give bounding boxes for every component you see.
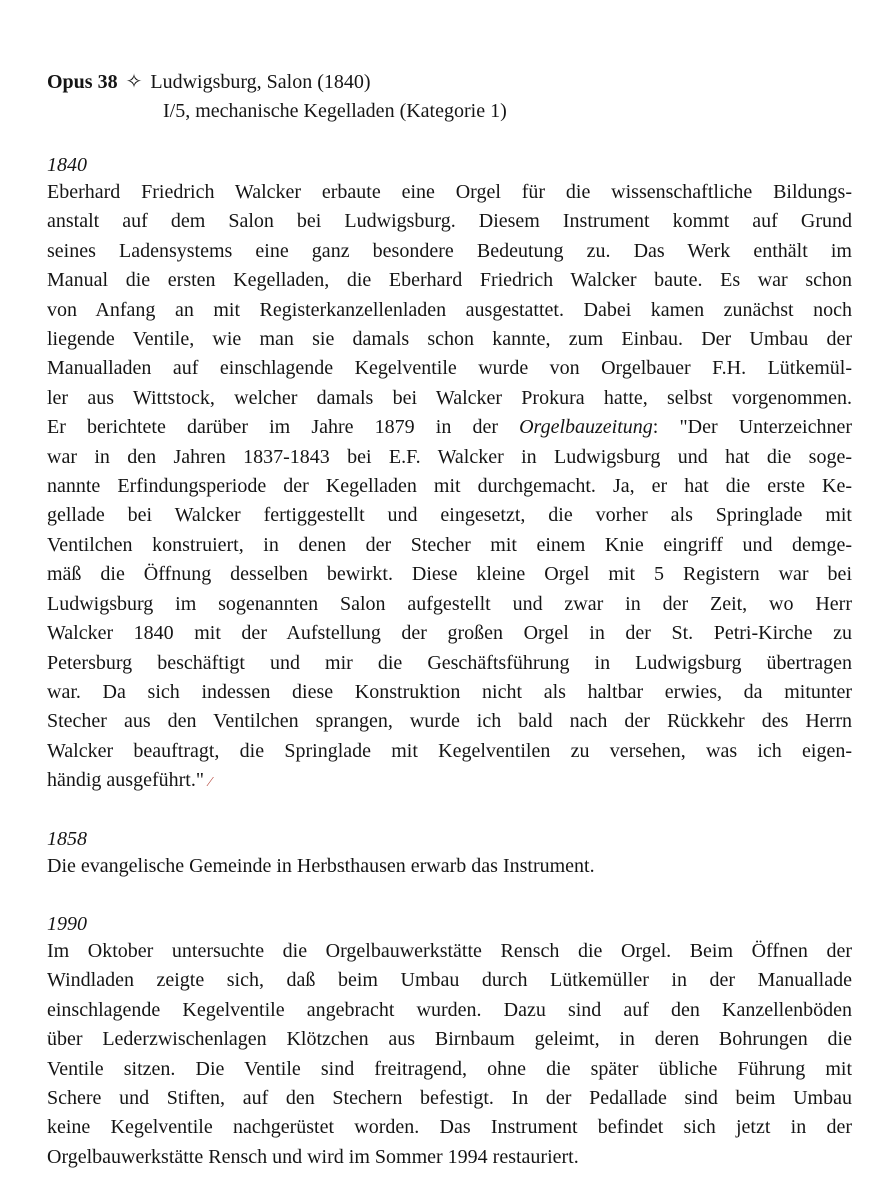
text-line: Walcker 1840 mit der Aufstellung der großen Orgel in der St. Petri-Kirche zu (47, 622, 852, 645)
line-prefix: Er berichtete darüber im Jahre 1879 in der (47, 416, 520, 439)
text-line: Ludwigsburg im sogenannten Salon aufgestellt und zwar in der Zeit, wo Herr (47, 592, 852, 615)
text-line: Walcker beauftragt, die Springlade mit Kegelventilen zu versehen, was ich eigen- (47, 739, 852, 762)
section-1858 (47, 826, 852, 881)
text-line: Die evangelische Gemeinde in Herbsthausen erwarb das Instrument. (47, 855, 595, 877)
header-line-1 (47, 68, 507, 97)
text-line: war. Da sich indessen diese Konstruktion nicht als haltbar erwies, da mitunter (47, 680, 852, 703)
text-line: von Anfang an mit Registerkanzellenladen ausgestattet. Dabei kamen zunächst noch (47, 298, 852, 321)
text-line: Schere und Stiften, auf den Stechern befestigt. In der Pedallade sind beim Umbau (47, 1087, 852, 1110)
section-year: 1990 (47, 913, 87, 935)
text-line: Petersburg beschäftigt und mir die Geschäftsführung in Ludwigsburg übertragen (47, 651, 852, 674)
pen-mark-icon: ⁄ (209, 775, 212, 791)
text-line: Manualladen auf einschlagende Kegelventile wurde von Orgelbauer F.H. Lütkemül- (47, 357, 852, 380)
section-1990 (47, 911, 852, 1172)
text-line: Stecher aus den Ventilchen sprangen, wurde ich bald nach der Rückkehr des Herrn (47, 710, 852, 733)
text-line: war in den Jahren 1837-1843 bei E.F. Walcker in Ludwigsburg und hat die soge- (47, 445, 852, 468)
text-line: keine Kegelventile nachgerüstet worden. Das Instrument befindet sich jetzt in der (47, 1116, 852, 1139)
text-line: gellade bei Walcker fertiggestellt und eingesetzt, die vorher als Springlade mit (47, 504, 852, 527)
text-line: seines Ladensystems eine ganz besondere Bedeutung zu. Das Werk enthält im (47, 239, 852, 262)
opus-number: Opus 38 (47, 71, 118, 93)
opus-title: Ludwigsburg, Salon (1840) (150, 71, 371, 93)
text-line-with-journal (47, 413, 852, 442)
text-line: mäß die Öffnung desselben bewirkt. Diese kleine Orgel mit 5 Registern war bei (47, 563, 852, 586)
text-line: nannte Erfindungsperiode der Kegelladen mit durchgemacht. Ja, er hat die erste Ke- (47, 475, 852, 498)
section-year: 1858 (47, 828, 87, 850)
section-paragraph (47, 937, 852, 1172)
text-line-last (47, 766, 852, 797)
section-1840 (47, 152, 852, 798)
text-line: ler aus Wittstock, welcher damals bei Walcker Prokura hatte, selbst vorgenommen. (47, 386, 852, 409)
opus-subtitle: I/5, mechanische Kegelladen (Kategorie 1) (163, 100, 507, 122)
text-line: anstalt auf dem Salon bei Ludwigsburg. Diesem Instrument kommt auf Grund (47, 210, 852, 233)
text-line-content: händig ausgeführt." (47, 769, 205, 792)
text-line: Manual die ersten Kegelladen, die Eberhard Friedrich Walcker baute. Es war schon (47, 269, 852, 292)
section-year: 1840 (47, 154, 87, 176)
opus-header (47, 68, 507, 126)
text-line: Ventile sitzen. Die Ventile sind freitragend, ohne die später übliche Führung mit (47, 1057, 852, 1080)
text-line: einschlagende Kegelventile angebracht wurden. Dazu sind auf den Kanzellenböden (47, 998, 852, 1021)
text-line: Im Oktober untersuchte die Orgelbauwerkstätte Rensch die Orgel. Beim Öffnen der (47, 940, 852, 962)
section-paragraph (47, 852, 852, 881)
diamond-symbol: ✧ (125, 71, 143, 93)
text-line: Ventilchen konstruiert, in denen der Stecher mit einem Knie eingriff und demge- (47, 533, 852, 556)
text-line: über Lederzwischenlagen Klötzchen aus Birnbaum geleimt, in deren Bohrungen die (47, 1028, 852, 1051)
journal-title: Orgelbauzeitung (519, 416, 653, 439)
text-line: Windladen zeigte sich, daß beim Umbau durch Lütkemüller in der Manuallade (47, 969, 852, 992)
quote-start: : "Der Unterzeichner (652, 416, 852, 439)
text-line: liegende Ventile, wie man sie damals schon kannte, zum Einbau. Der Umbau der (47, 328, 852, 351)
text-line: Eberhard Friedrich Walcker erbaute eine Orgel für die wissenschaftliche Bildungs- (47, 181, 852, 203)
text-line: Orgelbauwerkstätte Rensch und wird im Sommer 1994 restauriert. (47, 1145, 579, 1168)
section-paragraph (47, 178, 852, 798)
